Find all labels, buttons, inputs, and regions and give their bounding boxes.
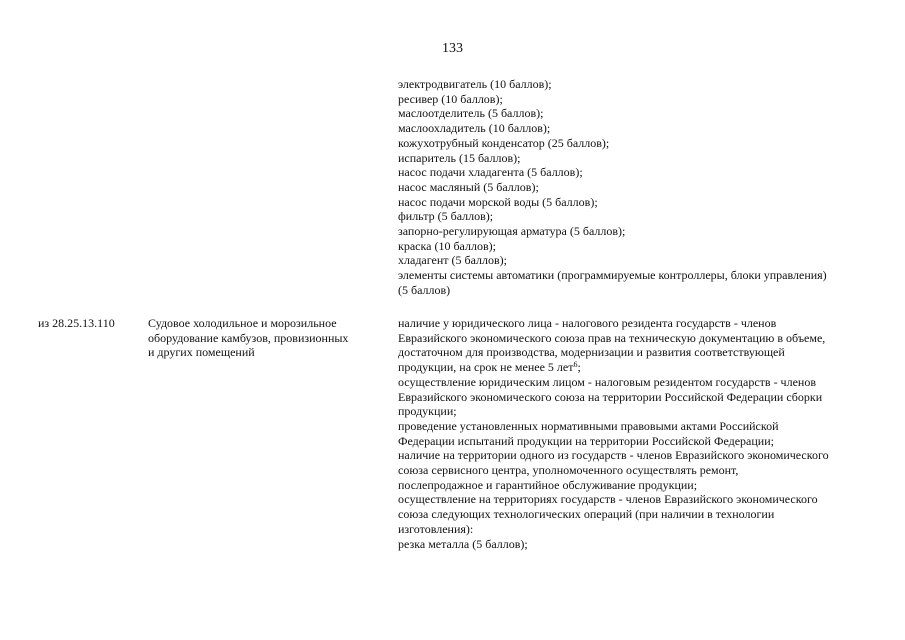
requirement-tail: ; xyxy=(577,360,581,375)
product-name-line: Судовое холодильное и морозильное xyxy=(148,316,337,330)
list-item: (5 баллов) xyxy=(398,282,451,297)
product-name xyxy=(148,316,348,360)
requirement-line: наличие на территории одного из государств - членов Евразийского экономического xyxy=(398,448,829,463)
list-item: элементы системы автоматики (программируемые контроллеры, блоки управления) xyxy=(398,268,827,283)
list-item: испаритель (15 баллов); xyxy=(398,150,521,165)
requirement-line: достаточном для производства, модернизации и развития соответствующей xyxy=(398,345,785,360)
requirement-line: наличие у юридического лица - налогового резидента государств - членов xyxy=(398,316,777,330)
requirement-line: Федерации испытаний продукции на территории Российской Федерации; xyxy=(398,433,774,448)
list-item: краска (10 баллов); xyxy=(398,238,496,253)
list-item: насос масляный (5 баллов); xyxy=(398,179,539,194)
requirement-line: послепродажное и гарантийное обслуживание продукции; xyxy=(398,477,698,492)
list-item: хладагент (5 баллов); xyxy=(398,253,508,268)
product-name-line: и других помещений xyxy=(148,345,255,360)
list-item: кожухотрубный конденсатор (25 баллов); xyxy=(398,135,610,150)
list-item: фильтр (5 баллов); xyxy=(398,209,494,224)
requirement-line-with-footnote xyxy=(398,360,829,375)
list-item: запорно-регулирующая арматура (5 баллов); xyxy=(398,224,626,239)
list-item: насос подачи морской воды (5 баллов); xyxy=(398,194,598,209)
requirement-line: союза сервисного центра, уполномоченного осуществлять ремонт, xyxy=(398,463,739,478)
list-item: ресивер (10 баллов); xyxy=(398,91,503,106)
requirement-line: Евразийского экономического союза на территории Российской Федерации сборки xyxy=(398,389,823,404)
requirement-line: союза следующих технологических операций (при наличии в технологии xyxy=(398,507,775,522)
requirement-line: изготовления): xyxy=(398,521,474,536)
requirement-line: проведение установленных нормативными правовыми актами Российской xyxy=(398,418,779,433)
product-name-line: оборудование камбузов, провизионных xyxy=(148,330,349,345)
list-item: маслоохладитель (10 баллов); xyxy=(398,121,551,136)
list-item: электродвигатель (10 баллов); xyxy=(398,77,552,91)
page-number: 133 xyxy=(442,41,463,56)
requirement-text: продукции, на срок не менее 5 лет xyxy=(398,360,574,375)
requirement-line: осуществление юридическим лицом - налоговым резидентом государств - членов xyxy=(398,374,816,389)
requirement-line: Евразийского экономического союза прав на техническую документацию в объеме, xyxy=(398,330,826,345)
requirement-line: продукции; xyxy=(398,404,457,419)
list-item: насос подачи хладагента (5 баллов); xyxy=(398,165,583,180)
requirement-line: резка металла (5 баллов); xyxy=(398,536,528,551)
requirements-list xyxy=(398,316,829,551)
list-item: маслоотделитель (5 баллов); xyxy=(398,106,544,121)
footnote-ref: 6 xyxy=(573,360,578,370)
requirement-line: осуществление на территориях государств - членов Евразийского экономического xyxy=(398,492,818,507)
okpd2-code: из 28.25.13.110 xyxy=(38,316,115,330)
continuation-list xyxy=(398,77,827,298)
